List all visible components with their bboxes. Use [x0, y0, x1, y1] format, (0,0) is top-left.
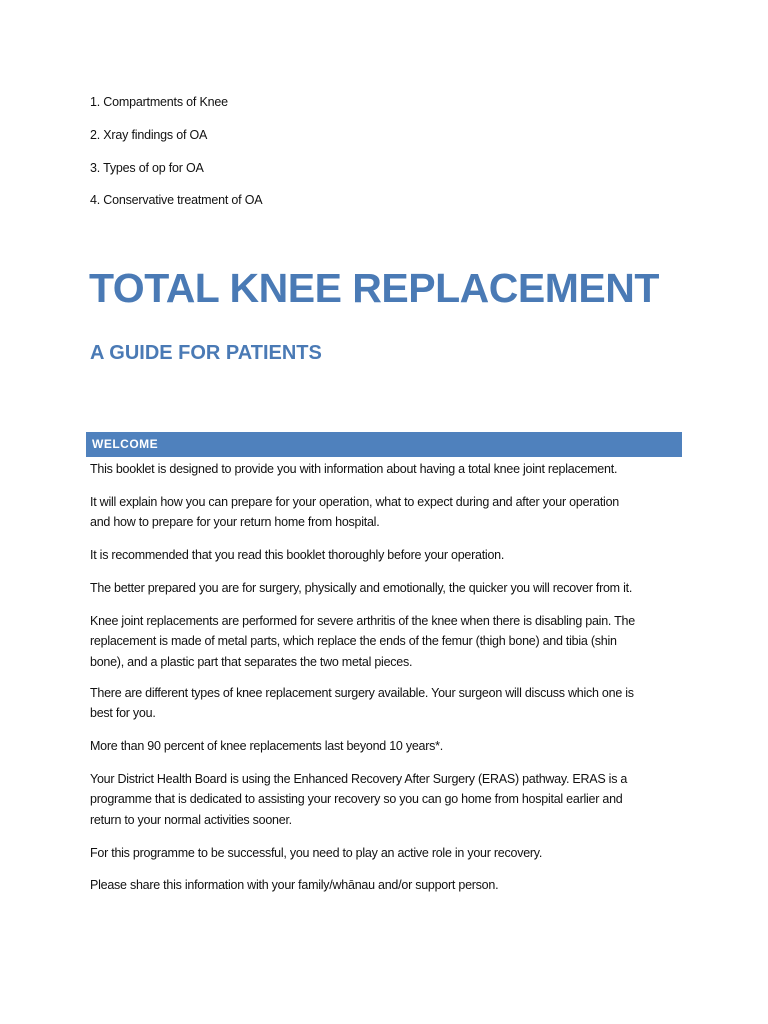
toc-item-1: 1. Compartments of Knee: [90, 95, 228, 109]
paragraph: [90, 769, 627, 830]
paragraph: [90, 459, 617, 479]
paragraph: [90, 545, 504, 565]
paragraph-line: It will explain how you can prepare for your operation, what to expect during and after your operation: [90, 495, 619, 509]
paragraph-line: replacement is made of metal parts, which replace the ends of the femur (thigh bone) and tibia (shin: [90, 634, 617, 649]
toc-item-2: 2. Xray findings of OA: [90, 128, 208, 142]
paragraph-line: This booklet is designed to provide you with information about having a total knee joint replacement.: [90, 462, 618, 476]
paragraph-line: It is recommended that you read this booklet thoroughly before your operation.: [90, 548, 505, 562]
paragraph: [90, 611, 635, 672]
paragraph-line: Please share this information with your family/whānau and/or support person.: [90, 878, 499, 892]
paragraph: [90, 683, 634, 724]
section-heading-bar: [86, 432, 682, 457]
toc-item-4: 4. Conservative treatment of OA: [90, 193, 263, 207]
paragraph-line: More than 90 percent of knee replacements last beyond 10 years*.: [90, 739, 443, 753]
paragraph-line: There are different types of knee replacement surgery available. Your surgeon will discuss which one is: [90, 686, 634, 700]
paragraph: [90, 578, 632, 598]
paragraph-line: programme that is dedicated to assisting your recovery so you can go home from hospital earlier and: [90, 792, 623, 807]
section-heading: WELCOME: [92, 437, 159, 451]
paragraph-line: For this programme to be successful, you need to play an active role in your recovery.: [90, 846, 543, 860]
document-subtitle: A GUIDE FOR PATIENTS: [90, 342, 322, 364]
paragraph-line: and how to prepare for your return home from hospital.: [90, 515, 380, 530]
paragraph-line: The better prepared you are for surgery, physically and emotionally, the quicker you will recover from it.: [90, 581, 633, 595]
paragraph: [90, 736, 443, 756]
toc-item-3: 3. Types of op for OA: [90, 161, 204, 175]
paragraph-line: Your District Health Board is using the Enhanced Recovery After Surgery (ERAS) pathway. ERAS is a: [90, 772, 628, 786]
paragraph-line: Knee joint replacements are performed for severe arthritis of the knee when there is disabling pain. The: [90, 614, 635, 628]
paragraph-line: bone), and a plastic part that separates the two metal pieces.: [90, 654, 413, 669]
paragraph-line: return to your normal activities sooner.: [90, 812, 292, 827]
document-title: TOTAL KNEE REPLACEMENT: [89, 265, 659, 311]
paragraph-line: best for you.: [90, 706, 156, 721]
paragraph: [90, 492, 619, 533]
paragraph: [90, 875, 498, 895]
paragraph: [90, 843, 542, 863]
